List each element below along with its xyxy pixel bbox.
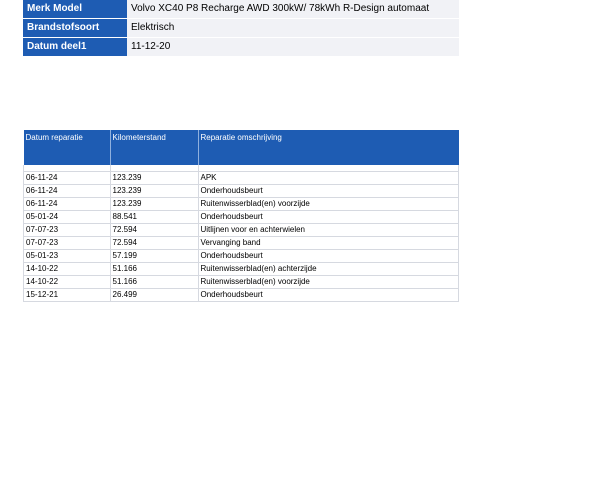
repair-date-cell: 07-07-23 (24, 237, 111, 250)
table-row (24, 224, 459, 237)
repair-description-cell: APK (198, 172, 459, 185)
table-row (24, 250, 459, 263)
repair-description-cell: Vervanging band (198, 237, 459, 250)
repair-description-cell: Ruitenwisserblad(en) achterzijde (198, 263, 459, 276)
model-value: Volvo XC40 P8 Recharge AWD 300kW/ 78kWh R-Design automaat (127, 0, 459, 19)
table-row (24, 263, 459, 276)
mileage-cell: 72.594 (110, 224, 198, 237)
mileage-cell: 123.239 (110, 198, 198, 211)
repair-description-cell: Ruitenwisserblad(en) voorzijde (198, 198, 459, 211)
header-repair-date: Datum reparatie (24, 130, 111, 165)
mileage-cell: 123.239 (110, 172, 198, 185)
repair-date-cell: 14-10-22 (24, 276, 111, 289)
repair-date-cell: 06-11-24 (24, 198, 111, 211)
repair-description-cell: Uitlijnen voor en achterwielen (198, 224, 459, 237)
mileage-cell: 51.166 (110, 263, 198, 276)
table-row (24, 211, 459, 224)
table-row (24, 237, 459, 250)
mileage-cell: 57.199 (110, 250, 198, 263)
repair-date-cell: 14-10-22 (24, 263, 111, 276)
table-row (24, 172, 459, 185)
repair-description-cell: Onderhoudsbeurt (198, 211, 459, 224)
table-row (24, 185, 459, 198)
vehicle-info-table (23, 0, 459, 57)
table-row (24, 198, 459, 211)
vehicle-info-row-date (23, 38, 459, 57)
vehicle-info-row-model (23, 0, 459, 19)
repair-date-cell: 05-01-24 (24, 211, 111, 224)
repair-date-cell: 05-01-23 (24, 250, 111, 263)
repair-description-cell: Ruitenwisserblad(en) voorzijde (198, 276, 459, 289)
header-mileage: Kilometerstand (110, 130, 198, 165)
mileage-cell: 26.499 (110, 289, 198, 302)
vehicle-info-row-fuel (23, 19, 459, 38)
model-label: Merk Model (23, 0, 127, 19)
repair-description-cell: Onderhoudsbeurt (198, 185, 459, 198)
fuel-label: Brandstofsoort (23, 19, 127, 38)
repair-date-cell: 06-11-24 (24, 172, 111, 185)
repair-header-row (24, 130, 459, 165)
repair-date-cell: 07-07-23 (24, 224, 111, 237)
date-part1-label: Datum deel1 (23, 38, 127, 57)
repair-description-cell: Onderhoudsbeurt (198, 289, 459, 302)
mileage-cell: 88.541 (110, 211, 198, 224)
repair-history-table (23, 130, 459, 302)
repair-date-cell: 15-12-21 (24, 289, 111, 302)
header-repair-description: Reparatie omschrijving (198, 130, 459, 165)
fuel-value: Elektrisch (127, 19, 459, 38)
date-part1-value: 11-12-20 (127, 38, 459, 57)
mileage-cell: 123.239 (110, 185, 198, 198)
repair-description-cell: Onderhoudsbeurt (198, 250, 459, 263)
table-row (24, 276, 459, 289)
mileage-cell: 51.166 (110, 276, 198, 289)
repair-date-cell: 06-11-24 (24, 185, 111, 198)
mileage-cell: 72.594 (110, 237, 198, 250)
table-row (24, 289, 459, 302)
